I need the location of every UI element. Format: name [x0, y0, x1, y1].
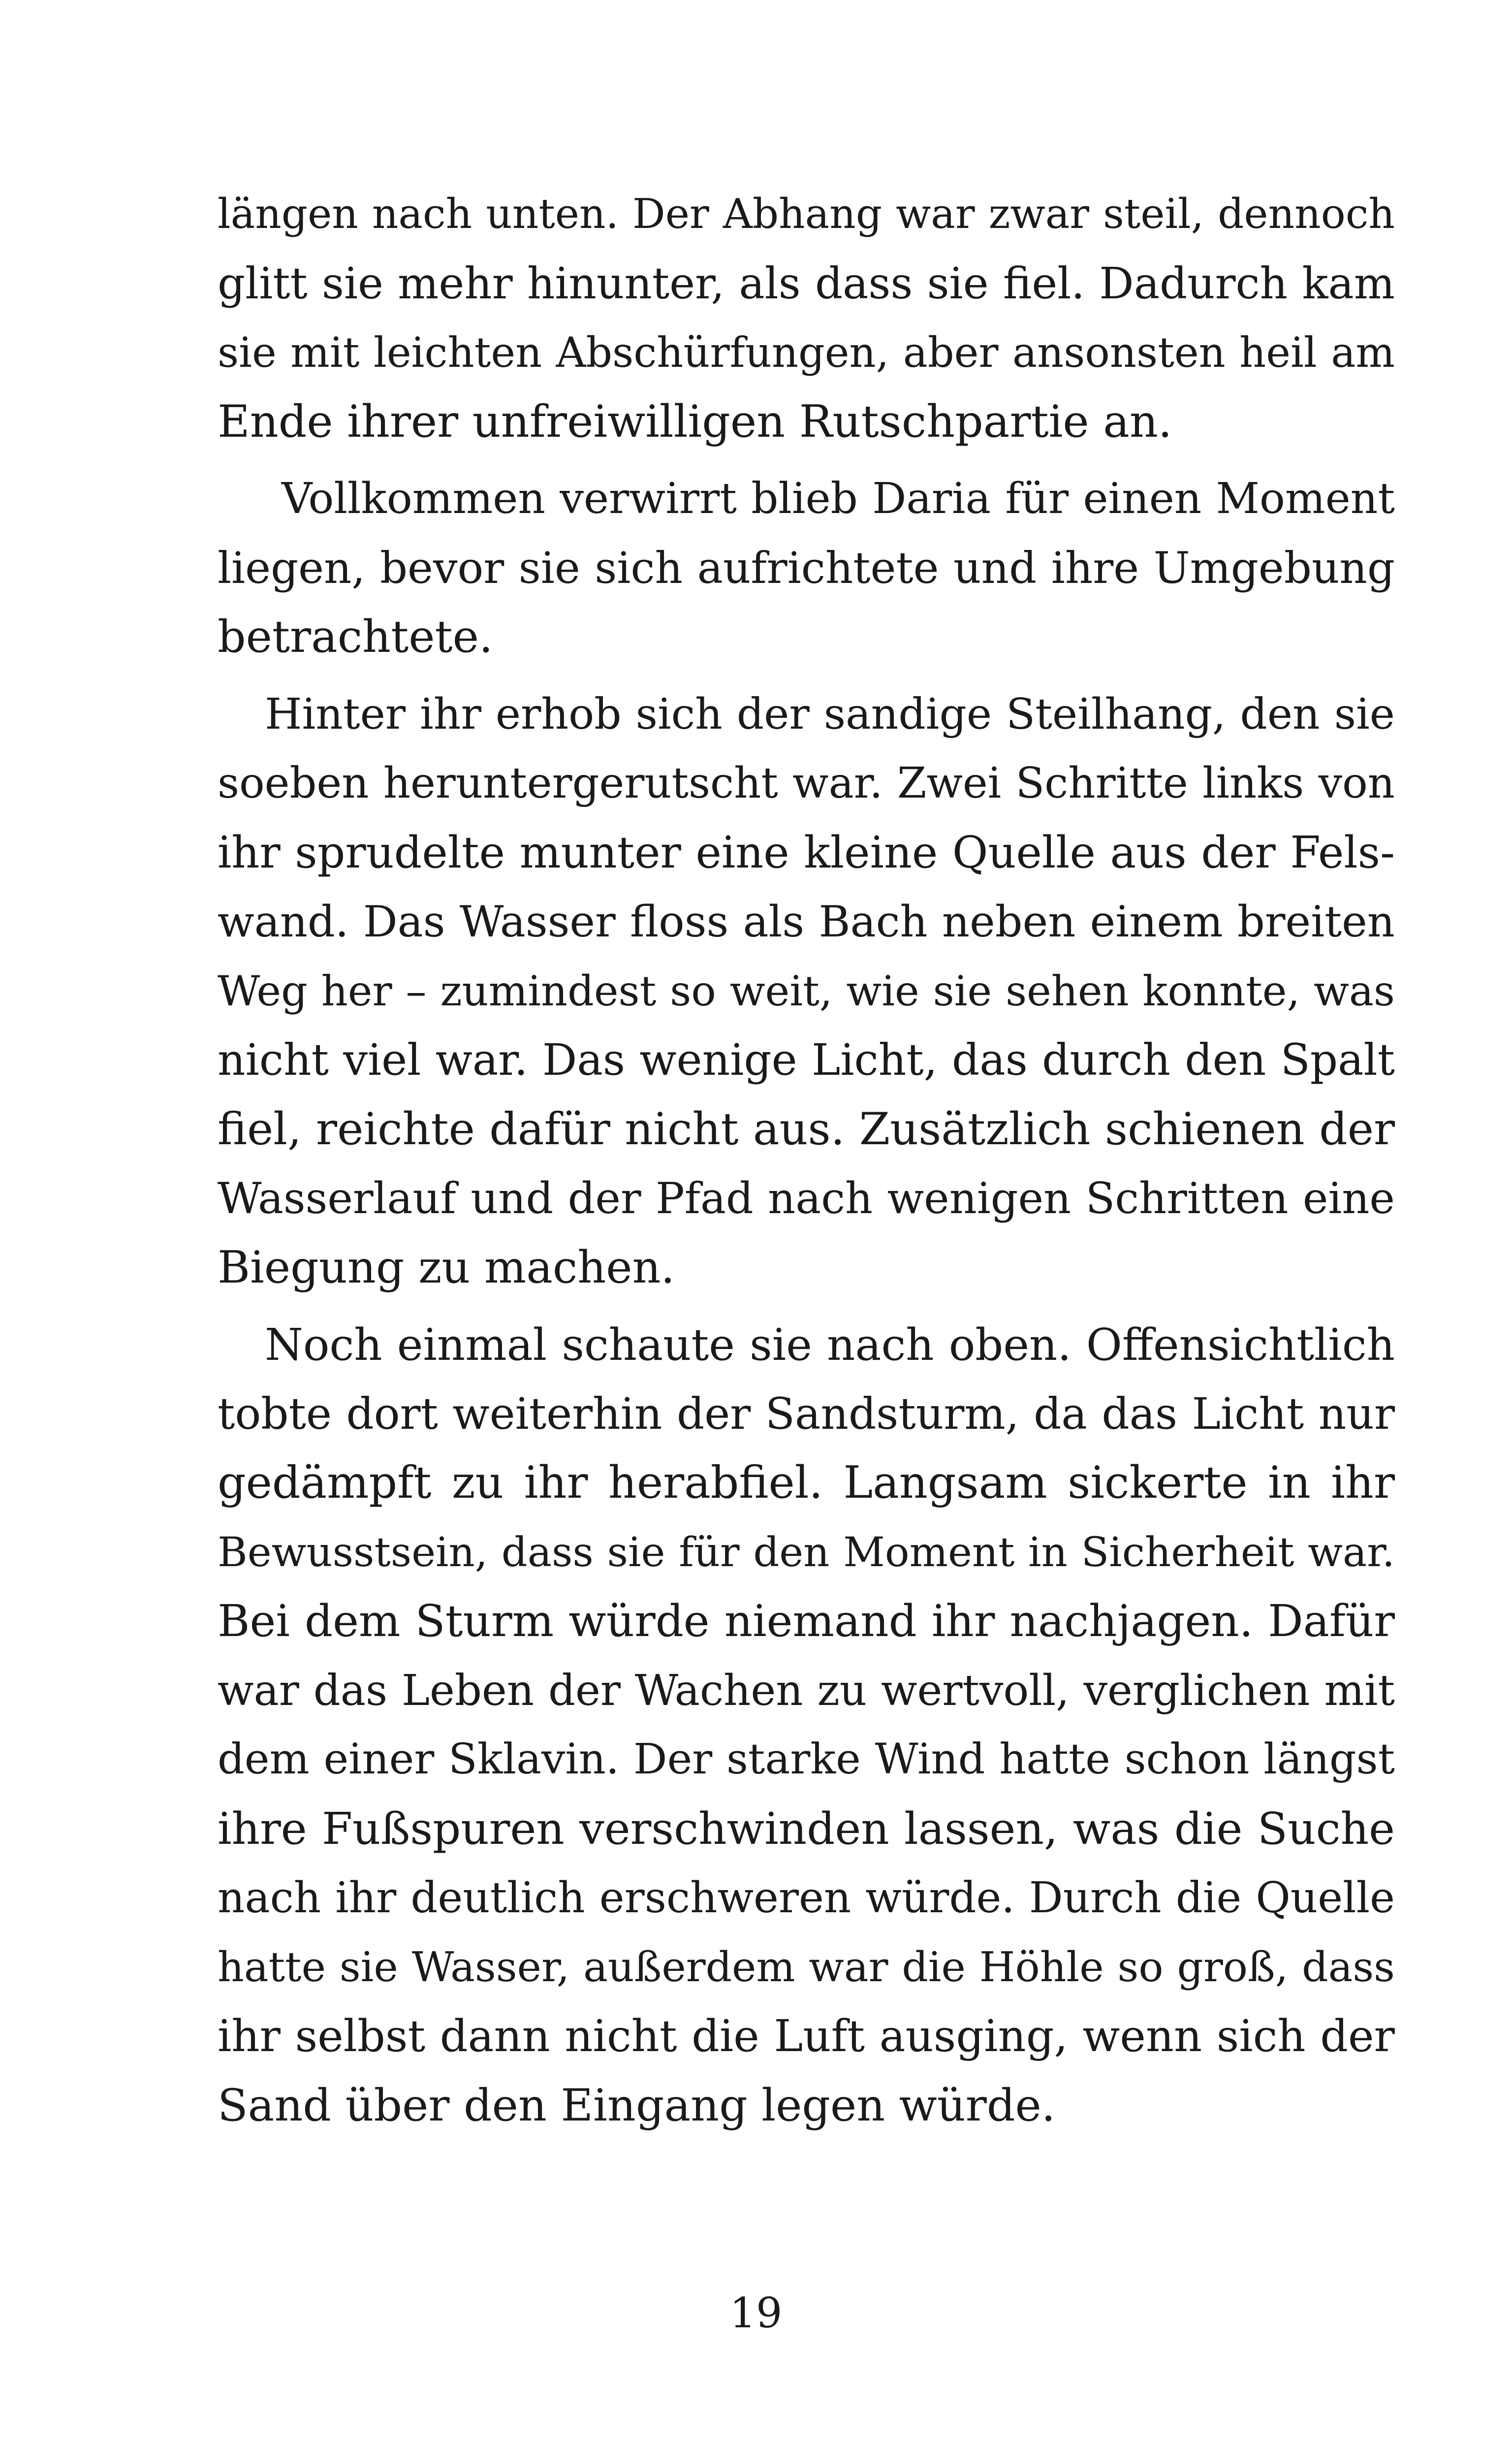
text-line: sie mit leichten Abschürfungen, aber ansonsten heil am: [218, 328, 1395, 377]
text-line: fiel, reichte dafür nicht aus. Zusätzlich schienen der: [218, 1103, 1395, 1155]
paragraph-3: [218, 680, 1395, 1303]
text-line: glitt sie mehr hinunter, als dass sie fiel. Dadurch kam: [218, 258, 1395, 309]
page-body: [218, 180, 1395, 2140]
text-line: betrachtete.: [218, 611, 493, 663]
text-line: Bewusstsein, dass sie für den Moment in Sicherheit war.: [218, 1528, 1395, 1576]
text-line: Biegung zu machen.: [218, 1241, 675, 1293]
paragraph-1: [218, 180, 1395, 456]
text-line: gedämpft zu ihr herabfiel. Langsam sickerte in ihr: [218, 1457, 1395, 1509]
text-line: Bei dem Sturm würde niemand ihr nachjagen. Dafür: [218, 1596, 1395, 1647]
text-line: hatte sie Wasser, außerdem war die Höhle so groß, dass: [218, 1943, 1395, 1991]
text-line: Hinter ihr erhob sich der sandige Steilhang, den sie: [265, 689, 1395, 739]
page-number: 19: [729, 2289, 783, 2337]
text-line: dem einer Sklavin. Der starke Wind hatte schon längst: [218, 1735, 1395, 1784]
text-line: ihre Fußspuren verschwinden lassen, was die Suche: [218, 1803, 1395, 1855]
text-line: soeben heruntergerutscht war. Zwei Schritte links von: [218, 759, 1395, 808]
text-line: ihr sprudelte munter eine kleine Quelle aus der Fels-: [218, 827, 1395, 878]
text-line: wand. Das Wasser floss als Bach neben einem breiten: [218, 897, 1395, 947]
text-line: Ende ihrer unfreiwilligen Rutschpartie an.: [218, 395, 1172, 448]
text-line: Vollkommen verwirrt blieb Daria für einen Moment: [282, 474, 1395, 523]
text-line: Noch einmal schaute sie nach oben. Offensichtlich: [265, 1319, 1395, 1370]
text-line: Weg her – zumindest so weit, wie sie sehen konnte, was: [218, 966, 1395, 1015]
text-line: nach ihr deutlich erschweren würde. Durch die Quelle: [218, 1873, 1395, 1923]
text-line: ihr selbst dann nicht die Luft ausging, wenn sich der: [218, 2011, 1395, 2061]
text-line: Wasserlauf und der Pfad nach wenigen Schritten eine: [218, 1173, 1395, 1223]
text-line: liegen, bevor sie sich aufrichtete und ihre Umgebung: [218, 543, 1395, 593]
text-line: Sand über den Eingang legen würde.: [218, 2079, 1056, 2131]
text-line: war das Leben der Wachen zu wertvoll, verglichen mit: [218, 1666, 1395, 1715]
paragraph-4: [218, 1310, 1395, 2140]
text-line: nicht viel war. Das wenige Licht, das durch den Spalt: [218, 1034, 1395, 1085]
paragraph-2: [218, 464, 1395, 672]
text-line: tobte dort weiterhin der Sandsturm, da das Licht nur: [218, 1388, 1395, 1439]
text-line: längen nach unten. Der Abhang war zwar steil, dennoch: [218, 190, 1395, 238]
